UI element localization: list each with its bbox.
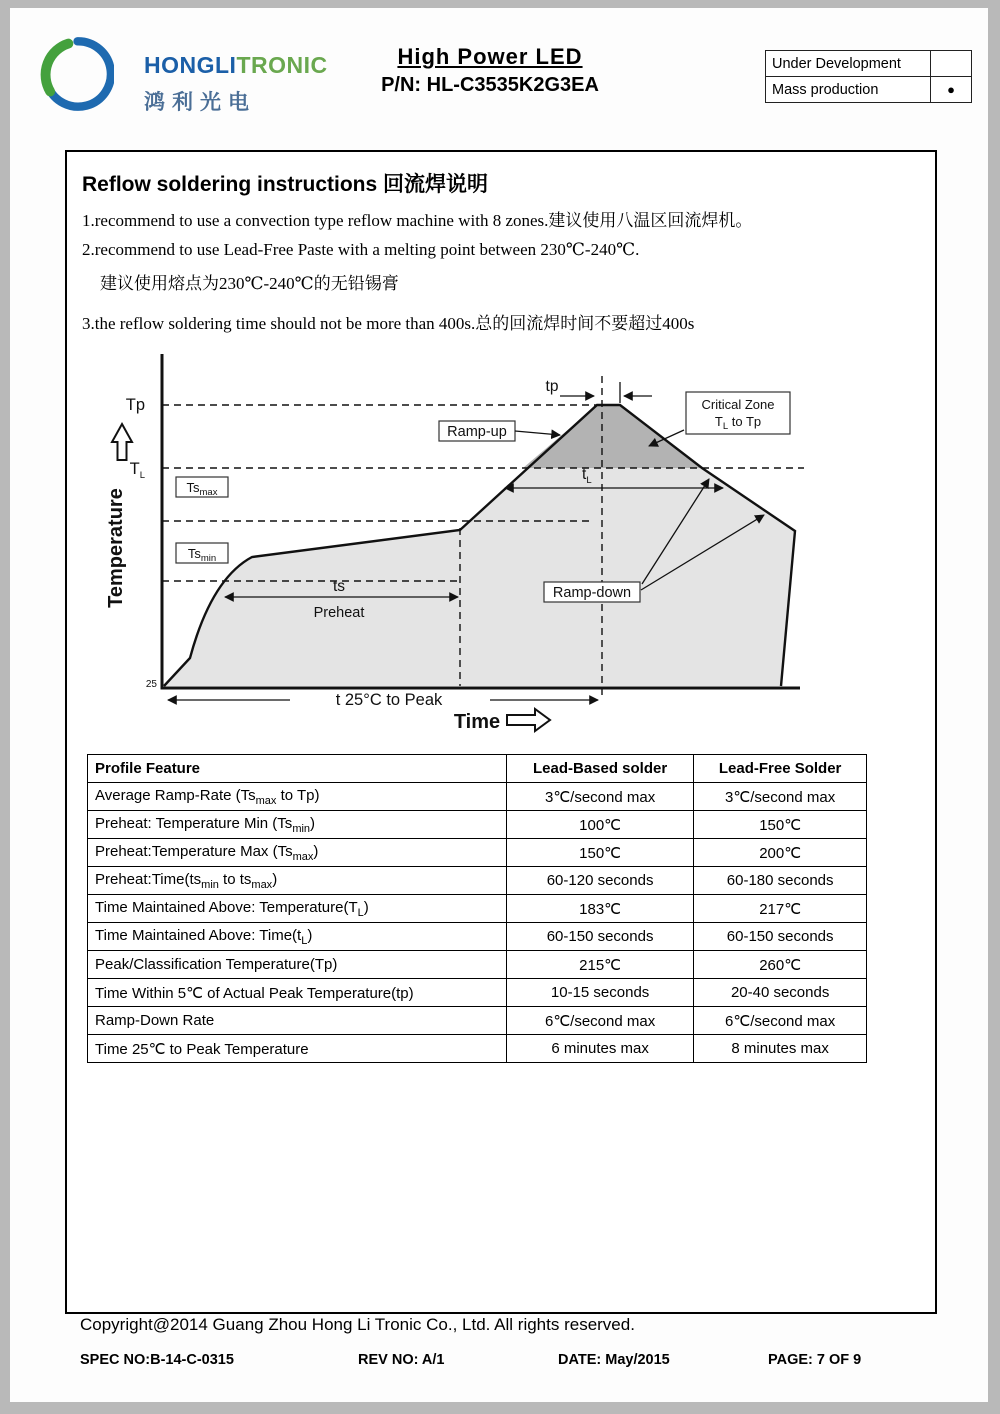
part-number: P/N: HL-C3535K2G3EA <box>381 74 599 96</box>
brand-name-tronic: TRONIC <box>236 52 328 78</box>
y-axis-title: Temperature <box>105 488 127 608</box>
feature-cell: Time Maintained Above: $Temperature(T_L)$ <box>88 895 507 923</box>
profile-table-row <box>88 867 867 895</box>
lead-free-value-cell: 20-40 seconds <box>694 979 867 1007</box>
lead-based-value-cell: 183℃ <box>506 895 693 923</box>
company-logo-icon <box>38 36 114 112</box>
lead-based-value-cell: 6℃/second max <box>506 1007 693 1035</box>
lead-based-value-cell: 3℃/second max <box>506 783 693 811</box>
status-mark-dot: ● <box>931 77 972 103</box>
lead-free-value-cell: 3℃/second max <box>694 783 867 811</box>
instructions-list <box>82 206 922 343</box>
lead-free-value-cell: 60-180 seconds <box>694 867 867 895</box>
footer-rev-no: REV NO: A/1 <box>358 1352 445 1368</box>
ts-span-label: ts <box>332 578 346 595</box>
up-arrow-icon <box>112 424 132 460</box>
header-lead-free: Lead-Free Solder <box>694 755 867 783</box>
copyright-text: Copyright@2014 Guang Zhou Hong Li Tronic Co., Ltd. All rights reserved. <box>80 1315 635 1334</box>
preheat-label: Preheat <box>313 605 365 621</box>
section-title: Reflow soldering instructions 回流焊说明 <box>82 173 489 196</box>
brand-name-hongli: HONGLI <box>144 52 237 78</box>
x-axis-title: Time <box>453 711 501 733</box>
lead-free-value-cell: 217℃ <box>694 895 867 923</box>
instruction-line-1: 1.recommend to use a convection type reflow machine with 8 zones.建议使用八温区回流焊机。 <box>82 211 753 230</box>
profile-table-row <box>88 895 867 923</box>
profile-table-row <box>88 951 867 979</box>
footer-page: PAGE: 7 OF 9 <box>768 1352 862 1368</box>
footer-spec-no: SPEC NO:B-14-C-0315 <box>80 1352 234 1368</box>
lead-free-value-cell: 60-150 seconds <box>694 923 867 951</box>
lead-free-value-cell: 8 minutes max <box>694 1035 867 1063</box>
profile-table-row <box>88 979 867 1007</box>
instruction-line-2-cn: 建议使用熔点为230℃-240℃的无铅锡膏 <box>100 274 399 293</box>
lead-based-value-cell: 215℃ <box>506 951 693 979</box>
feature-cell: Preheat: Temperature Min $(Ts_{min})$ <box>88 811 507 839</box>
feature-cell: Time Maintained Above: $Time(t_L)$ <box>88 923 507 951</box>
tsmax-label: $Ts_{max}$ <box>186 480 218 498</box>
feature-cell: Average Ramp-Rate ($Ts_{max}$ to Tp) <box>88 783 507 811</box>
reflow-profile-chart <box>92 348 852 746</box>
profile-table-row <box>88 811 867 839</box>
feature-cell: Peak/Classification Temperature(Tp) <box>88 951 507 979</box>
status-label: Under Development <box>766 51 931 77</box>
header-profile-feature: Profile Feature <box>88 755 507 783</box>
profile-table-row <box>88 1035 867 1063</box>
footer-date: DATE: May/2015 <box>558 1352 670 1368</box>
right-arrow-icon <box>507 709 550 731</box>
status-mark <box>931 51 972 77</box>
profile-table-row <box>88 839 867 867</box>
feature-cell: Time 25℃ to Peak Temperature <box>88 1035 507 1063</box>
tp-width-label: tp <box>545 378 559 395</box>
status-row-mass-production <box>766 77 972 103</box>
tp-axis-label: Tp <box>125 396 145 414</box>
brand-name <box>144 52 328 79</box>
profile-table-body <box>88 783 867 1063</box>
production-status-table <box>765 50 972 103</box>
feature-cell: Ramp-Down Rate <box>88 1007 507 1035</box>
origin-temp-label: 25 <box>145 679 157 690</box>
tl-dwell-label: $t_L$ <box>582 466 592 486</box>
content-box <box>65 150 937 1314</box>
profile-table-row <box>88 783 867 811</box>
feature-cell: Time Within 5℃ of Actual Peak Temperature(tp) <box>88 979 507 1007</box>
critical-zone-label-line1: Critical Zone <box>701 397 775 412</box>
instruction-line-3: 3.the reflow soldering time should not be more than 400s.总的回流焊时间不要超过400s <box>82 314 695 333</box>
ramp-up-label: Ramp-up <box>447 424 507 440</box>
lead-based-value-cell: 100℃ <box>506 811 693 839</box>
critical-zone-label-line2: $T_L$ to Tp <box>714 414 762 432</box>
profile-table-row <box>88 1007 867 1035</box>
status-row-under-development <box>766 51 972 77</box>
feature-cell: Preheat:Temperature Max $(Ts_{max})$ <box>88 839 507 867</box>
profile-table-header-row <box>88 755 867 783</box>
header-lead-based: Lead-Based solder <box>506 755 693 783</box>
lead-free-value-cell: 6℃/second max <box>694 1007 867 1035</box>
instruction-line-2: 2.recommend to use Lead-Free Paste with a melting point between 230℃-240℃. <box>82 240 640 259</box>
lead-based-value-cell: 150℃ <box>506 839 693 867</box>
tl-axis-label: $T_L$ <box>129 460 145 481</box>
lead-based-value-cell: 10-15 seconds <box>506 979 693 1007</box>
feature-cell: $Preheat:Time(ts_{min}$ to $ts_{max}$) <box>88 867 507 895</box>
status-label: Mass production <box>766 77 931 103</box>
lead-based-value-cell: 60-150 seconds <box>506 923 693 951</box>
reflow-profile-table <box>87 754 867 1063</box>
lead-based-value-cell: 6 minutes max <box>506 1035 693 1063</box>
time-to-peak-label: t 25°C to Peak <box>335 691 443 709</box>
ramp-down-label: Ramp-down <box>552 585 632 601</box>
brand-chinese-name: 鸿利光电 <box>144 91 256 114</box>
doc-title: High Power LED <box>397 44 583 69</box>
profile-table-row <box>88 923 867 951</box>
lead-free-value-cell: 260℃ <box>694 951 867 979</box>
lead-free-value-cell: 150℃ <box>694 811 867 839</box>
brand-block <box>144 52 328 116</box>
title-block <box>310 44 670 97</box>
critical-zone-area <box>523 405 702 468</box>
tsmin-label: $Ts_{min}$ <box>187 546 217 564</box>
lead-based-value-cell: 60-120 seconds <box>506 867 693 895</box>
lead-free-value-cell: 200℃ <box>694 839 867 867</box>
profile-area <box>164 405 795 686</box>
